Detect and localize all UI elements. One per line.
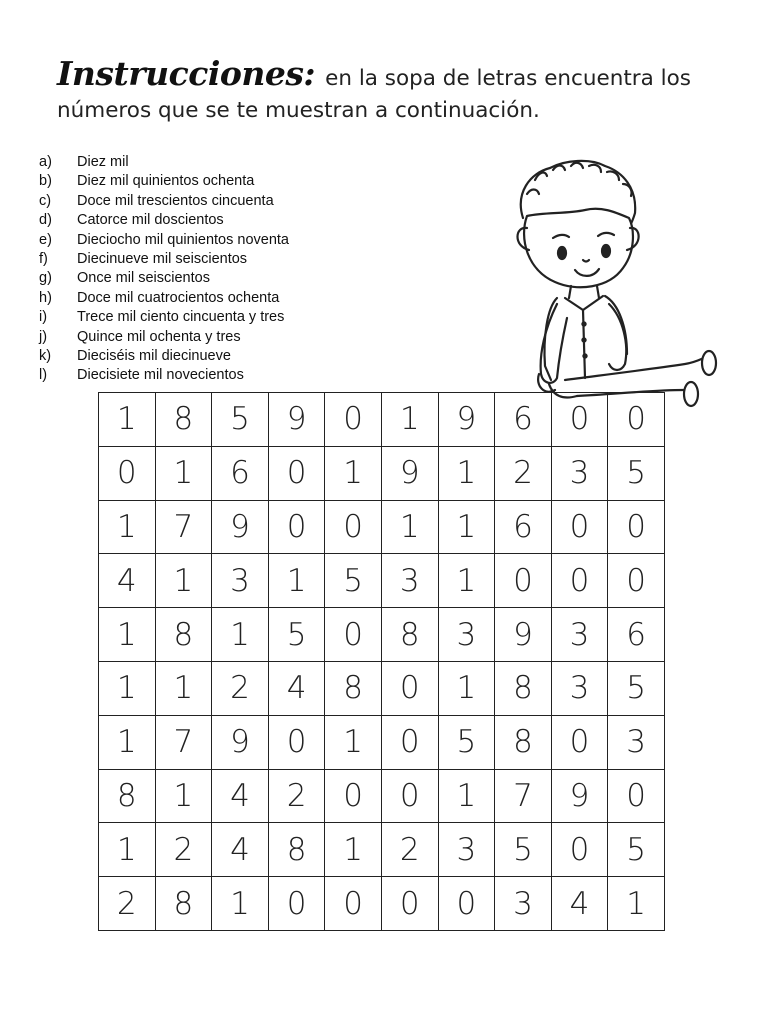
list-item-letter: g) <box>39 270 52 287</box>
grid-cell[interactable]: 0 <box>325 608 382 662</box>
grid-cell[interactable]: 9 <box>381 446 438 500</box>
grid-cell[interactable]: 0 <box>325 877 382 931</box>
grid-cell[interactable]: 1 <box>155 446 212 500</box>
grid-cell[interactable]: 0 <box>99 446 156 500</box>
grid-cell[interactable]: 1 <box>99 661 156 715</box>
grid-cell[interactable]: 6 <box>608 608 665 662</box>
list-item <box>39 269 289 288</box>
grid-cell[interactable]: 4 <box>99 554 156 608</box>
grid-cell[interactable]: 3 <box>495 877 552 931</box>
list-item-letter: d) <box>39 212 52 229</box>
grid-cell[interactable]: 0 <box>608 500 665 554</box>
grid-cell[interactable]: 6 <box>495 393 552 447</box>
list-item <box>39 211 289 230</box>
grid-cell[interactable]: 5 <box>608 446 665 500</box>
grid-row <box>99 769 665 823</box>
grid-cell[interactable]: 7 <box>495 769 552 823</box>
instructions-text: en la sopa de letras encuentra los números que se te muestran a continuación. <box>57 66 691 123</box>
grid-cell[interactable]: 3 <box>551 446 608 500</box>
grid-row <box>99 823 665 877</box>
grid-cell[interactable]: 1 <box>99 823 156 877</box>
grid-cell[interactable]: 0 <box>325 500 382 554</box>
grid-cell[interactable]: 8 <box>155 608 212 662</box>
grid-cell[interactable]: 1 <box>99 500 156 554</box>
grid-cell[interactable]: 5 <box>608 661 665 715</box>
grid-cell[interactable]: 8 <box>268 823 325 877</box>
grid-cell[interactable]: 0 <box>551 715 608 769</box>
grid-cell[interactable]: 3 <box>551 661 608 715</box>
list-item-text: Quince mil ochenta y tres <box>77 328 241 345</box>
grid-cell[interactable]: 8 <box>381 608 438 662</box>
grid-cell[interactable]: 4 <box>212 769 269 823</box>
list-item-text: Dieciséis mil diecinueve <box>77 348 231 365</box>
list-item-letter: b) <box>39 173 52 190</box>
grid-cell[interactable]: 7 <box>155 500 212 554</box>
grid-row <box>99 608 665 662</box>
grid-cell[interactable]: 0 <box>551 500 608 554</box>
grid-row <box>99 715 665 769</box>
grid-cell[interactable]: 0 <box>325 393 382 447</box>
grid-cell[interactable]: 2 <box>268 769 325 823</box>
grid-row <box>99 393 665 447</box>
list-item-text: Diez mil <box>77 154 129 170</box>
grid-cell[interactable]: 0 <box>325 769 382 823</box>
grid-cell[interactable]: 0 <box>551 823 608 877</box>
grid-cell[interactable]: 0 <box>268 446 325 500</box>
grid-cell[interactable]: 8 <box>495 715 552 769</box>
grid-cell[interactable]: 5 <box>212 393 269 447</box>
list-item <box>39 231 289 250</box>
grid-cell[interactable]: 1 <box>438 500 495 554</box>
grid-cell[interactable]: 1 <box>438 769 495 823</box>
grid-cell[interactable]: 2 <box>212 661 269 715</box>
list-item <box>39 347 289 366</box>
list-item-text: Doce mil cuatrocientos ochenta <box>77 289 280 306</box>
grid-cell[interactable]: 3 <box>381 554 438 608</box>
grid-cell[interactable]: 8 <box>325 661 382 715</box>
list-item <box>39 250 289 269</box>
grid-cell[interactable]: 3 <box>212 554 269 608</box>
grid-cell[interactable]: 8 <box>495 661 552 715</box>
grid-cell[interactable]: 1 <box>212 608 269 662</box>
grid-cell[interactable]: 0 <box>608 393 665 447</box>
grid-cell[interactable]: 9 <box>495 608 552 662</box>
grid-cell[interactable]: 0 <box>608 769 665 823</box>
list-item-letter: c) <box>39 192 52 209</box>
grid-cell[interactable]: 0 <box>381 661 438 715</box>
grid-cell[interactable]: 1 <box>438 554 495 608</box>
grid-cell[interactable]: 0 <box>438 877 495 931</box>
grid-cell[interactable]: 2 <box>155 823 212 877</box>
grid-cell[interactable]: 6 <box>212 446 269 500</box>
grid-cell[interactable]: 1 <box>608 877 665 931</box>
list-item-letter: k) <box>39 348 52 365</box>
grid-cell[interactable]: 1 <box>438 661 495 715</box>
grid-cell[interactable]: 8 <box>155 393 212 447</box>
list-item <box>39 153 289 172</box>
grid-cell[interactable]: 1 <box>325 823 382 877</box>
grid-cell[interactable]: 1 <box>99 715 156 769</box>
list-item-text: Diez mil quinientos ochenta <box>77 173 255 190</box>
list-item-text: Diecisiete mil novecientos <box>77 367 244 384</box>
list-item-letter: l) <box>39 367 48 384</box>
grid-cell[interactable]: 0 <box>608 554 665 608</box>
grid-cell[interactable]: 4 <box>551 877 608 931</box>
list-item-letter: a) <box>39 154 52 170</box>
grid-row <box>99 661 665 715</box>
grid-cell[interactable]: 0 <box>381 715 438 769</box>
grid-row <box>99 554 665 608</box>
list-item <box>39 192 289 211</box>
grid-cell[interactable]: 5 <box>495 823 552 877</box>
list-item-text: Once mil seiscientos <box>77 270 210 287</box>
grid-cell[interactable]: 0 <box>381 769 438 823</box>
grid-cell[interactable]: 5 <box>325 554 382 608</box>
list-item-text: Diecinueve mil seiscientos <box>77 251 248 268</box>
grid-cell[interactable]: 9 <box>212 715 269 769</box>
grid-cell[interactable]: 9 <box>268 393 325 447</box>
grid-row <box>99 500 665 554</box>
grid-cell[interactable]: 1 <box>381 500 438 554</box>
grid-cell[interactable]: 9 <box>551 769 608 823</box>
list-item-text: Dieciocho mil quinientos noventa <box>77 231 289 248</box>
grid-cell[interactable]: 4 <box>212 823 269 877</box>
grid-cell[interactable]: 0 <box>551 393 608 447</box>
grid-cell[interactable]: 1 <box>325 446 382 500</box>
grid-cell[interactable]: 0 <box>268 500 325 554</box>
grid-row <box>99 446 665 500</box>
grid-cell[interactable]: 0 <box>381 877 438 931</box>
list-item-letter: h) <box>39 289 52 306</box>
grid-cell[interactable]: 1 <box>99 393 156 447</box>
grid-cell[interactable]: 1 <box>99 608 156 662</box>
grid-cell[interactable]: 3 <box>438 608 495 662</box>
sitting-boy-illustration <box>505 158 725 408</box>
grid-cell[interactable]: 1 <box>155 554 212 608</box>
grid-cell[interactable]: 0 <box>268 715 325 769</box>
instructions-label: Instrucciones: <box>57 54 316 93</box>
grid-cell[interactable]: 0 <box>495 554 552 608</box>
number-search-grid <box>98 392 665 931</box>
list-item <box>39 172 289 191</box>
grid-cell[interactable]: 6 <box>495 500 552 554</box>
grid-cell[interactable]: 1 <box>155 769 212 823</box>
grid-cell[interactable]: 9 <box>438 393 495 447</box>
grid-cell[interactable]: 3 <box>608 715 665 769</box>
grid-cell[interactable]: 2 <box>381 823 438 877</box>
grid-cell[interactable]: 0 <box>551 554 608 608</box>
grid-cell[interactable]: 2 <box>99 877 156 931</box>
list-item-letter: f) <box>39 251 48 268</box>
list-item-text: Doce mil trescientos cincuenta <box>77 192 274 209</box>
list-item <box>39 289 289 308</box>
grid-cell[interactable]: 3 <box>551 608 608 662</box>
list-item-text: Trece mil ciento cincuenta y tres <box>77 309 285 326</box>
grid-cell[interactable]: 5 <box>438 715 495 769</box>
grid-row <box>99 877 665 931</box>
grid-cell[interactable]: 4 <box>268 661 325 715</box>
grid-cell[interactable]: 1 <box>212 877 269 931</box>
grid-cell[interactable]: 1 <box>438 446 495 500</box>
list-item-letter: e) <box>39 231 52 248</box>
grid-cell[interactable]: 2 <box>495 446 552 500</box>
grid-cell[interactable]: 8 <box>155 877 212 931</box>
grid-cell[interactable]: 5 <box>608 823 665 877</box>
grid-cell[interactable]: 1 <box>325 715 382 769</box>
grid-cell[interactable]: 1 <box>155 661 212 715</box>
list-item-letter: i) <box>39 309 48 326</box>
list-item-letter: j) <box>39 328 48 345</box>
instructions-paragraph <box>57 54 737 127</box>
grid-cell[interactable]: 3 <box>438 823 495 877</box>
grid-cell[interactable]: 7 <box>155 715 212 769</box>
grid-cell[interactable]: 1 <box>268 554 325 608</box>
list-item <box>39 328 289 347</box>
list-item-text: Catorce mil doscientos <box>77 212 224 229</box>
grid-cell[interactable]: 8 <box>99 769 156 823</box>
list-item <box>39 366 289 385</box>
grid-cell[interactable]: 1 <box>381 393 438 447</box>
number-list <box>39 153 289 386</box>
grid-cell[interactable]: 0 <box>268 877 325 931</box>
grid-cell[interactable]: 5 <box>268 608 325 662</box>
grid-cell[interactable]: 9 <box>212 500 269 554</box>
list-item <box>39 308 289 327</box>
